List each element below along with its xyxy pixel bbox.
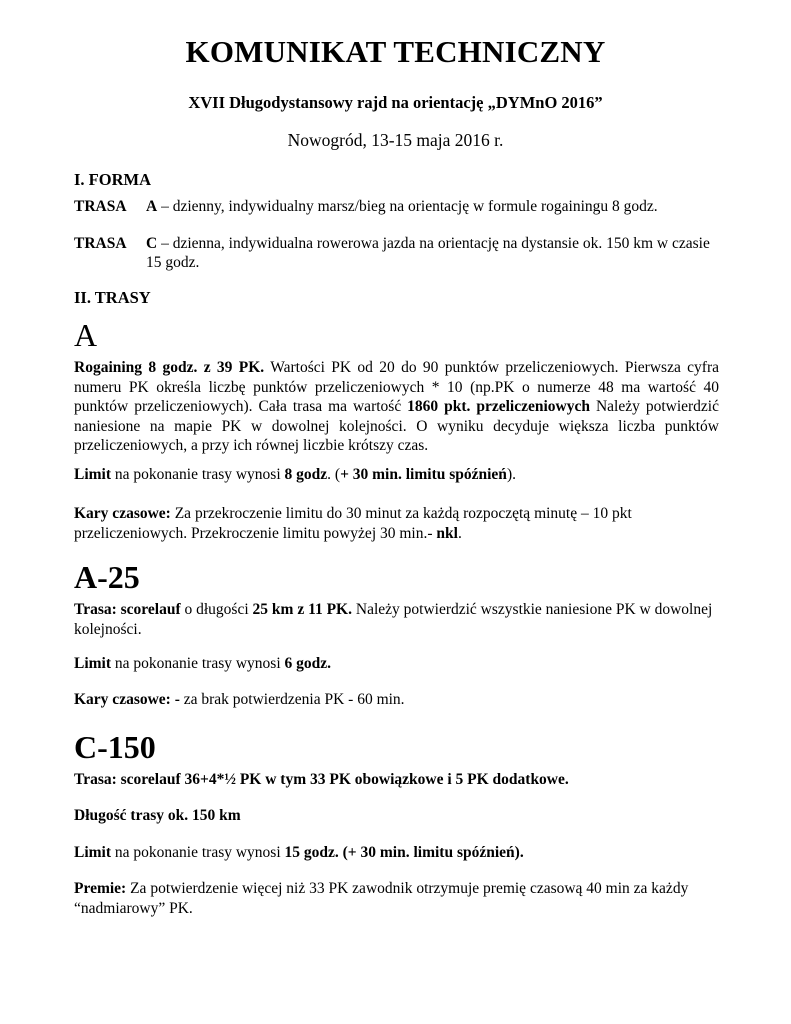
route-a-description (74, 358, 719, 456)
route-a25-heading: A-25 (74, 559, 140, 595)
trasa-label: Trasa: scorelauf (74, 601, 181, 618)
limit-value: 15 godz. (+ 30 min. limitu spóźnień). (284, 844, 524, 861)
penalties-text: za brak potwierdzenia PK - 60 min. (179, 691, 405, 708)
penalties-label: Kary czasowe: (74, 505, 171, 522)
length-label: Długość trasy ok. 150 km (74, 807, 241, 824)
forma-row-text (146, 234, 719, 272)
bonus-label: Premie: (74, 880, 127, 897)
route-a25-trasa (74, 600, 719, 639)
forma-route-description: – dzienna, indywidualna rowerowa jazda na orientację na dystansie ok. 150 km w czasie 15 godz. (146, 235, 710, 271)
limit-text: na pokonanie trasy wynosi (111, 844, 285, 861)
route-a-limit (74, 465, 719, 485)
limit-value: 6 godz. (284, 655, 332, 672)
trasa-text: o długości (180, 601, 253, 618)
forma-row-text (146, 197, 719, 216)
penalties-nkl: nkl (436, 524, 458, 542)
forma-route-code: C (146, 235, 158, 252)
route-a25-penalties (74, 690, 719, 710)
forma-row-a (74, 197, 719, 216)
limit-label: Limit (74, 466, 112, 483)
route-a25-limit (74, 654, 719, 674)
penalties-text: . (457, 524, 462, 542)
limit-extra: + 30 min. limitu spóźnień (340, 466, 507, 483)
route-a-heading: A (74, 317, 98, 353)
route-a-format: Rogaining 8 godz. z 39 PK. (74, 359, 265, 376)
forma-row-c (74, 234, 719, 272)
page-title: KOMUNIKAT TECHNICZNY (185, 34, 606, 69)
trasa-label: Trasa: scorelauf 36+4*½ PK w tym 33 PK obowiązkowe i 5 PK dodatkowe. (74, 771, 569, 788)
limit-text: na pokonanie trasy wynosi (111, 466, 285, 483)
limit-label: Limit (74, 655, 112, 672)
route-a-total-points: 1860 pkt. przeliczeniowych (407, 398, 591, 415)
limit-text: . ( (327, 466, 341, 483)
forma-route-description: – dzienny, indywidualny marsz/bieg na orientację w formule rogainingu 8 godz. (157, 198, 658, 215)
route-c150-length (74, 806, 719, 826)
route-a-penalties (74, 504, 719, 543)
penalties-text: Za przekroczenie limitu do 30 minut za każdą rozpoczętą minutę – 10 pkt przeliczeniowych. Przekroczenie limitu powyżej 30 min.- (74, 505, 632, 542)
penalties-label: Kary czasowe: - (74, 691, 180, 708)
route-c150-trasa (74, 770, 719, 790)
event-subtitle: XVII Długodystansowy rajd na orientację „DYMnO 2016” (188, 93, 603, 112)
route-a-text-1: Wartości PK od 20 do 90 punktów przeliczeniowych. Pierwsza cyfra numeru PK określa liczbę punktów przeliczeniowych * 10 (np.PK o numerze 48 ma wartość 40 punktów przeliczeniowych). Cała trasa ma wartość (74, 359, 720, 415)
section-trasy-heading: II. TRASY (74, 288, 151, 307)
event-place-date: Nowogród, 13-15 maja 2016 r. (287, 130, 504, 150)
limit-label: Limit (74, 844, 112, 861)
limit-text: na pokonanie trasy wynosi (111, 655, 285, 672)
limit-text: ). (506, 466, 516, 483)
route-c150-bonus (74, 879, 719, 918)
route-a-text-2: Należy potwierdzić naniesione na mapie PK w dowolnej kolejności. O wyniku decyduje większa liczba punktów przeliczeniowych, a przy ich równej liczbie krótszy czas. (74, 398, 719, 454)
route-c150-limit (74, 843, 719, 863)
section-forma-heading: I. FORMA (74, 170, 151, 189)
trasa-text: Należy potwierdzić wszystkie naniesione PK w dowolnej kolejności. (74, 601, 713, 638)
trasa-distance: 25 km z 11 PK. (252, 601, 352, 618)
bonus-text: Za potwierdzenie więcej niż 33 PK zawodnik otrzymuje premię czasową 40 min za każdy “nadmiarowy” PK. (74, 880, 689, 917)
forma-route-code: A (146, 198, 158, 215)
route-c150-heading: C-150 (74, 729, 156, 765)
forma-row-label: TRASA (74, 235, 127, 252)
forma-row-label: TRASA (74, 198, 127, 215)
limit-value: 8 godz (284, 466, 328, 483)
